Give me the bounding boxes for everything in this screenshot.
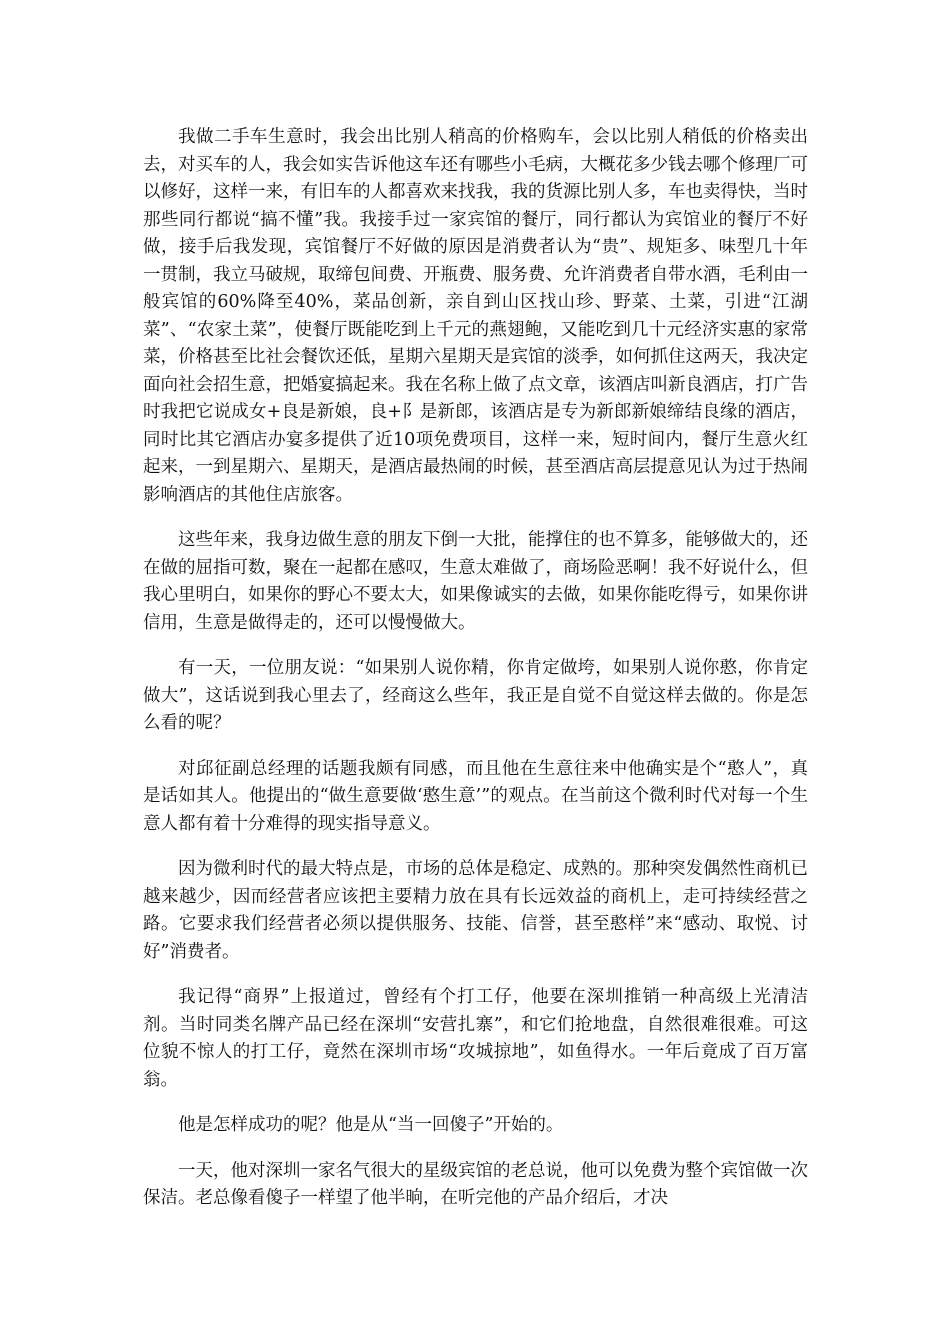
document-body [143, 124, 808, 1231]
paragraph-5: 因为微利时代的最大特点是，市场的总体是稳定、成熟的。那种突发偶然性商机已越来越少，因而经营者应该把主要精力放在具有长远效益的商机上，走可持续经营之路。它要求我们经营者必须以提供服务、技能、信誉，甚至憨样”来“感动、取悦、讨好”消费者。 [143, 859, 808, 962]
paragraph-2: 这些年来，我身边做生意的朋友下倒一大批，能撑住的也不算多，能够做大的，还在做的屈指可数，聚在一起都在感叹，生意太难做了，商场险恶啊！我不好说什么，但我心里明白，如果你的野心不要太大，如果像诚实的去做，如果你能吃得亏，如果你讲信用，生意是做得走的，还可以慢慢做大。 [143, 530, 808, 633]
paragraph-8: 一天，他对深圳一家名气很大的星级宾馆的老总说，他可以免费为整个宾馆做一次保洁。老总像看傻子一样望了他半晌，在听完他的产品介绍后，才决 [143, 1160, 808, 1208]
paragraph-7: 他是怎样成功的呢？他是从“当一回傻子”开始的。 [178, 1115, 564, 1135]
paragraph-4: 对邱征副总经理的话题我颇有同感，而且他在生意往来中他确实是个“憨人”，真是话如其人。他提出的“做生意要做‘憨生意’”的观点。在当前这个微利时代对每一个生意人都有着十分难得的现实指导意义。 [143, 758, 808, 834]
paragraph-1: 我做二手车生意时，我会出比别人稍高的价格购车，会以比别人稍低的价格卖出去，对买车的人，我会如实告诉他这车还有哪些小毛病，大概花多少钱去哪个修理厂可以修好，这样一来，有旧车的人都喜欢来找我，我的货源比别人多，车也卖得快，当时那些同行都说“搞不懂”我。我接手过一家宾馆的餐厅，同行都认为宾馆业的餐厅不好做，接手后我发现，宾馆餐厅不好做的原因是消费者认为“贵”、规矩多、味型几十年一贯制，我立马破规，取缔包间费、开瓶费、服务费、允许消费者自带水酒，毛利由一般宾馆的60%降至40%，菜品创新，亲自到山区找山珍、野菜、土菜，引进“江湖菜”、“农家土菜”，使餐厅既能吃到上千元的燕翅鲍，又能吃到几十元经济实惠的家常菜，价格甚至比社会餐饮还低，星期六星期天是宾馆的淡季，如何抓住这两天，我决定面向社会招生意，把婚宴搞起来。我在名称上做了点文章，该酒店叫新良酒店，打广告时我把它说成女+良是新娘，良+阝是新郎，该酒店是专为新郎新娘缔结良缘的酒店，同时比其它酒店办宴多提供了近10项免费项目，这样一来，短时间内，餐厅生意火红起来，一到星期六、星期天，是酒店最热闹的时候，甚至酒店高层提意见认为过于热闹影响酒店的其他住店旅客。 [143, 127, 808, 505]
paragraph-6: 我记得“商界”上报道过，曾经有个打工仔，他要在深圳推销一种高级上光清洁剂。当时同类名牌产品已经在深圳“安营扎寨”，和它们抢地盘，自然很难很难。可这位貌不惊人的打工仔，竟然在深圳市场“攻城掠地”，如鱼得水。一年后竟成了百万富翁。 [143, 987, 808, 1090]
paragraph-3: 有一天，一位朋友说：“如果别人说你精，你肯定做垮，如果别人说你憨，你肯定做大”，这话说到我心里去了，经商这么些年，我正是自觉不自觉这样去做的。你是怎么看的呢？ [143, 658, 808, 733]
